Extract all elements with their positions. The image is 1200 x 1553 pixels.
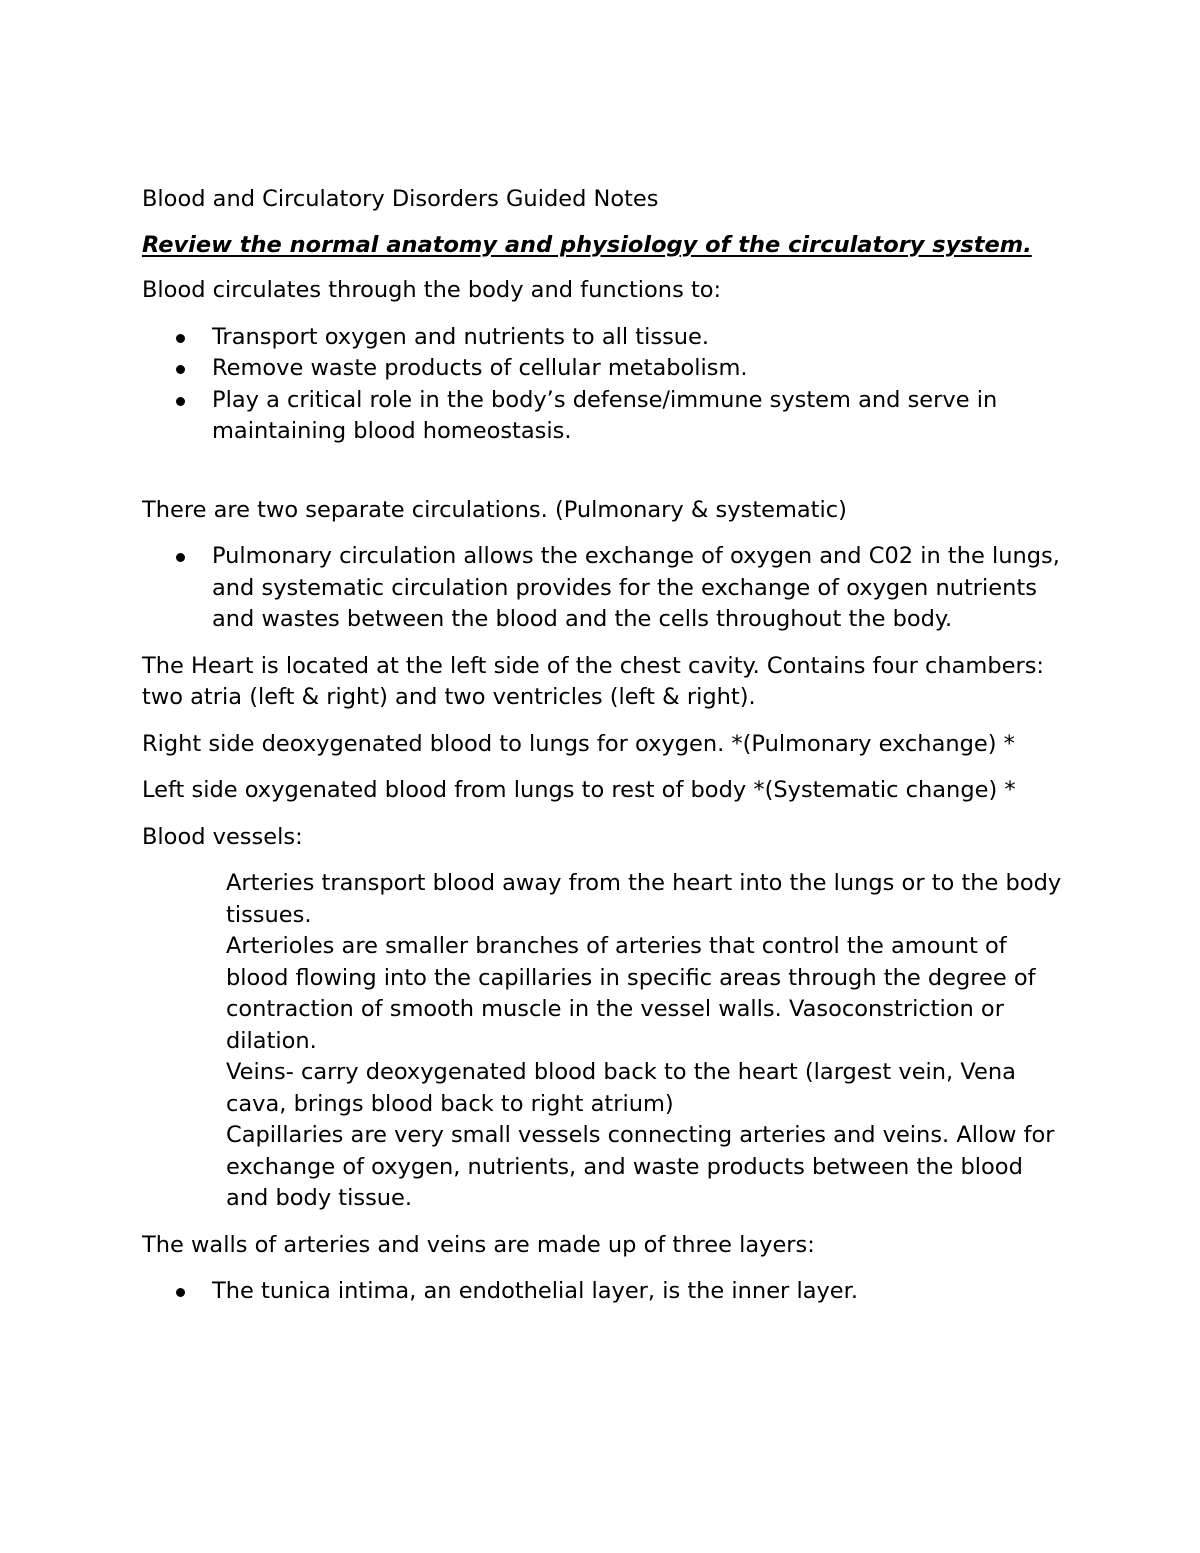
right-side-paragraph: Right side deoxygenated blood to lungs for oxygen. *(Pulmonary exchange) * <box>142 730 1015 757</box>
document-body <box>142 184 1072 1323</box>
functions-intro: Blood circulates through the body and functions to: <box>142 277 722 303</box>
vessels-label: Blood vessels: <box>142 823 303 850</box>
functions-list <box>142 322 1072 448</box>
list-item <box>142 322 1072 354</box>
bullet-icon <box>176 397 185 406</box>
layers-list <box>142 1276 1072 1308</box>
bullet-icon <box>176 553 185 562</box>
vessel-item-arteries: Arteries transport blood away from the heart into the lungs or to the body tissues. <box>226 870 1062 928</box>
list-item-text: Pulmonary circulation allows the exchange of oxygen and C02 in the lungs, and systematic circulation provides for the exchange of oxygen nutrients and wastes between the blood and the cells throughout the body. <box>212 543 1060 632</box>
heart-paragraph: The Heart is located at the left side of the chest cavity. Contains four chambers: two atria (left & right) and two ventricles (left & right). <box>142 652 1044 710</box>
vessel-item-arterioles: Arterioles are smaller branches of arteries that control the amount of blood flowing into the capillaries in specific areas through the degree of contraction of smooth muscle in the vessel walls. Vasoconstriction or dilation. <box>226 933 1036 1054</box>
vessel-item-veins: Veins- carry deoxygenated blood back to the heart (largest vein, Vena cava, brings blood back to right atrium) <box>226 1059 1016 1117</box>
circulations-list <box>142 541 1072 636</box>
list-item-text: Play a critical role in the body’s defense/immune system and serve in maintaining blood homeostasis. <box>212 386 998 444</box>
list-item <box>142 385 1072 448</box>
walls-intro: The walls of arteries and veins are made up of three layers: <box>142 1231 815 1258</box>
list-item <box>142 1276 1072 1308</box>
list-item <box>142 541 1072 636</box>
circulations-intro: There are two separate circulations. (Pulmonary & systematic) <box>142 496 847 523</box>
list-item-text: Transport oxygen and nutrients to all tissue. <box>212 323 710 350</box>
list-item <box>142 353 1072 385</box>
document-title: Blood and Circulatory Disorders Guided Notes <box>142 186 659 212</box>
blank-line <box>142 463 1072 495</box>
vessels-list <box>226 868 1072 1215</box>
left-side-paragraph: Left side oxygenated blood from lungs to rest of body *(Systematic change) * <box>142 777 1016 803</box>
list-item-text: Remove waste products of cellular metabolism. <box>212 355 748 381</box>
section-heading: Review the normal anatomy and physiology of the circulatory system. <box>142 231 1032 258</box>
bullet-icon <box>176 1288 185 1297</box>
vessel-item-capillaries: Capillaries are very small vessels connecting arteries and veins. Allow for exchange of oxygen, nutrients, and waste products between the blood and body tissue. <box>226 1122 1055 1211</box>
list-item-text: The tunica intima, an endothelial layer, is the inner layer. <box>212 1278 858 1304</box>
bullet-icon <box>176 334 185 343</box>
bullet-icon <box>176 365 185 374</box>
